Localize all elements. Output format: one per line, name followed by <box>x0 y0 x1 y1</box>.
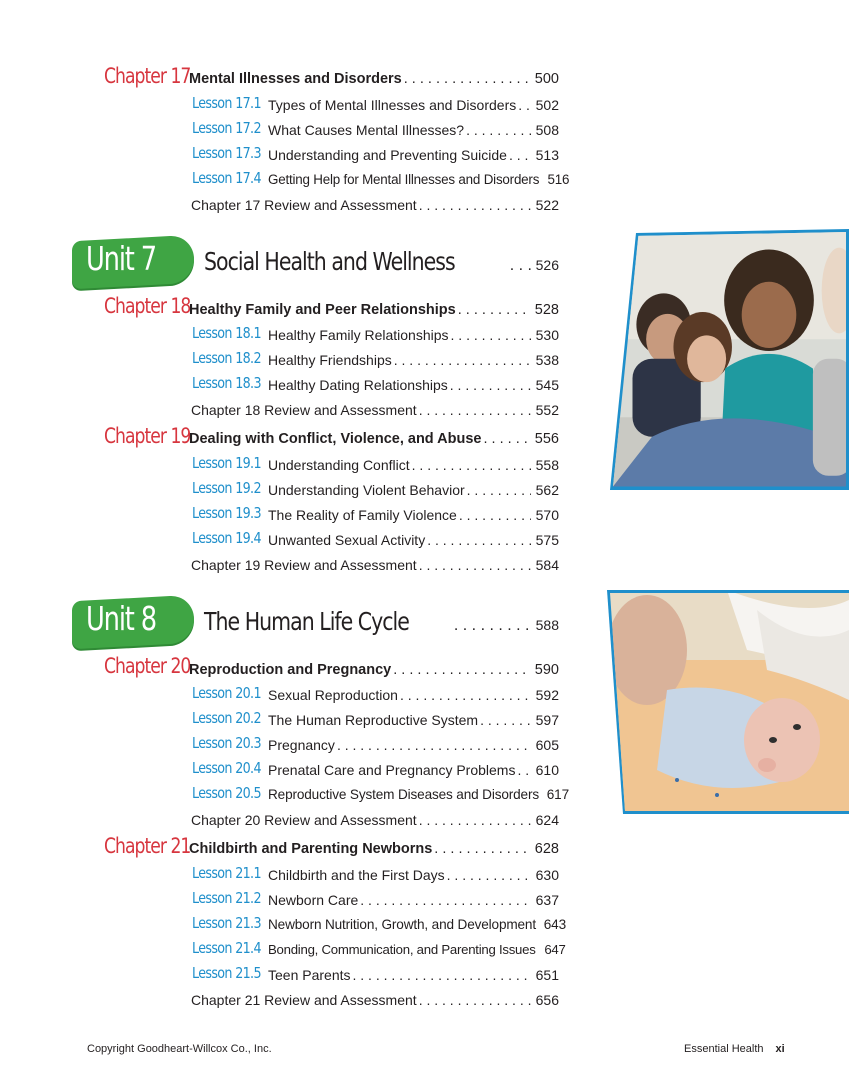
unit-7-label[interactable]: Unit 7 <box>86 239 156 278</box>
leader-dots <box>419 992 531 1008</box>
teens-photo <box>610 229 849 490</box>
page-number: 651 <box>535 967 559 983</box>
lesson-20-5-entry[interactable] <box>268 787 569 802</box>
lesson-21-5-label[interactable]: Lesson 21.5 <box>192 964 261 982</box>
page-number: 647 <box>544 942 566 957</box>
lesson-21-3-label[interactable]: Lesson 21.3 <box>192 914 261 932</box>
lesson-title: Sexual Reproduction <box>268 687 398 703</box>
leader-dots <box>483 431 531 447</box>
lesson-21-1-entry[interactable] <box>268 867 559 883</box>
review-label: Chapter 18 Review and Assessment <box>191 402 417 418</box>
unit-7-title: Social Health and Wellness <box>204 247 455 276</box>
page-number: 562 <box>535 482 559 498</box>
leader-dots <box>466 122 531 138</box>
page-number: 656 <box>535 992 559 1008</box>
page-number: 530 <box>535 327 559 343</box>
leader-dots <box>450 377 531 393</box>
lesson-title: Understanding Conflict <box>268 457 410 473</box>
chapter-21-title: Childbirth and Parenting Newborns <box>189 841 433 857</box>
lesson-title: Healthy Friendships <box>268 352 392 368</box>
leader-dots <box>434 841 531 857</box>
lesson-19-3-label[interactable]: Lesson 19.3 <box>192 504 261 522</box>
lesson-title: Understanding Violent Behavior <box>268 482 465 498</box>
lesson-17-1-label[interactable]: Lesson 17.1 <box>192 94 261 112</box>
lesson-21-1-label[interactable]: Lesson 21.1 <box>192 864 261 882</box>
chapter-20-review-entry[interactable] <box>191 812 559 828</box>
lesson-title: Teen Parents <box>268 967 351 983</box>
page-number: 570 <box>535 507 559 523</box>
page-number: 617 <box>546 787 569 802</box>
chapter-17-title: Mental Illnesses and Disorders <box>189 71 402 87</box>
chapter-18-entry[interactable] <box>189 302 559 318</box>
leader-dots <box>419 197 531 213</box>
lesson-title: Newborn Nutrition, Growth, and Development <box>268 917 536 932</box>
lesson-20-2-label[interactable]: Lesson 20.2 <box>192 709 261 727</box>
page-number: 502 <box>535 97 559 113</box>
lesson-title: Types of Mental Illnesses and Disorders <box>268 97 517 113</box>
lesson-17-4-label[interactable]: Lesson 17.4 <box>192 169 261 187</box>
chapter-21-entry[interactable] <box>189 841 559 857</box>
unit-8-entry[interactable] <box>204 607 559 636</box>
lesson-19-4-entry[interactable] <box>268 532 559 548</box>
page-footer <box>684 1043 785 1055</box>
page-number: 643 <box>543 917 566 932</box>
lesson-title: Childbirth and the First Days <box>268 867 445 883</box>
page-number: 526 <box>535 257 559 273</box>
page-number: 610 <box>535 762 559 778</box>
leader-dots <box>459 507 531 523</box>
chapter-19-review-entry[interactable] <box>191 557 559 573</box>
chapter-18-review-entry[interactable] <box>191 402 559 418</box>
lesson-19-2-label[interactable]: Lesson 19.2 <box>192 479 261 497</box>
leader-dots <box>467 482 531 498</box>
page-number: 552 <box>535 402 559 418</box>
unit-7-entry[interactable] <box>204 247 559 276</box>
leader-dots <box>480 712 531 728</box>
lesson-20-4-label[interactable]: Lesson 20.4 <box>192 759 261 777</box>
leader-dots <box>447 867 531 883</box>
lesson-title: Newborn Care <box>268 892 359 908</box>
lesson-20-4-entry[interactable] <box>268 762 559 778</box>
chapter-19-label[interactable]: Chapter 19 <box>104 424 191 448</box>
lesson-21-2-entry[interactable] <box>268 892 559 908</box>
lesson-17-4-entry[interactable] <box>268 172 570 187</box>
leader-dots <box>419 557 531 573</box>
lesson-20-3-entry[interactable] <box>268 737 559 753</box>
copyright-footer: Copyright Goodheart-Willcox Co., Inc. <box>87 1043 272 1055</box>
page-number: 538 <box>535 352 559 368</box>
chapter-17-label[interactable]: Chapter 17 <box>104 64 191 88</box>
unit-8-label[interactable]: Unit 8 <box>86 599 156 638</box>
review-label: Chapter 20 Review and Assessment <box>191 812 417 828</box>
lesson-18-2-label[interactable]: Lesson 18.2 <box>192 349 261 367</box>
page-number: 630 <box>535 867 559 883</box>
page-number: 590 <box>534 662 559 678</box>
leader-dots <box>451 327 531 343</box>
lesson-title: Unwanted Sexual Activity <box>268 532 426 548</box>
leader-dots <box>394 352 531 368</box>
lesson-title: Prenatal Care and Pregnancy Problems <box>268 762 516 778</box>
leader-dots <box>337 737 531 753</box>
page-number: 637 <box>535 892 559 908</box>
leader-dots <box>454 617 531 635</box>
page-number: 628 <box>534 841 559 857</box>
lesson-21-4-label[interactable]: Lesson 21.4 <box>192 939 261 957</box>
lesson-20-2-entry[interactable] <box>268 712 559 728</box>
lesson-20-5-label[interactable]: Lesson 20.5 <box>192 784 261 802</box>
lesson-19-3-entry[interactable] <box>268 507 559 523</box>
review-label: Chapter 21 Review and Assessment <box>191 992 417 1008</box>
lesson-title: What Causes Mental Illnesses? <box>268 122 465 138</box>
leader-dots <box>419 402 531 418</box>
leader-dots <box>400 687 531 703</box>
leader-dots <box>360 892 531 908</box>
lesson-21-4-entry[interactable] <box>268 942 566 957</box>
lesson-title: Getting Help for Mental Illnesses and Disorders <box>268 172 540 187</box>
lesson-17-1-entry[interactable] <box>268 97 559 113</box>
review-label: Chapter 17 Review and Assessment <box>191 197 417 213</box>
lesson-title: Understanding and Preventing Suicide <box>268 147 507 163</box>
page-number: 545 <box>535 377 559 393</box>
chapter-17-review-entry[interactable] <box>191 197 559 213</box>
lesson-17-2-label[interactable]: Lesson 17.2 <box>192 119 261 137</box>
lesson-21-2-label[interactable]: Lesson 21.2 <box>192 889 261 907</box>
lesson-18-3-entry[interactable] <box>268 377 559 393</box>
book-title: Essential Health <box>684 1043 764 1055</box>
page-number-roman: xi <box>775 1043 785 1055</box>
leader-dots <box>517 762 531 778</box>
leader-dots <box>427 532 531 548</box>
lesson-19-1-label[interactable]: Lesson 19.1 <box>192 454 261 472</box>
page-number: 528 <box>534 302 559 318</box>
page-number: 513 <box>535 147 559 163</box>
lesson-19-4-label[interactable]: Lesson 19.4 <box>192 529 261 547</box>
leader-dots <box>353 967 532 983</box>
chapter-18-label[interactable]: Chapter 18 <box>104 294 191 318</box>
page-number: 500 <box>534 71 559 87</box>
page-number: 522 <box>535 197 559 213</box>
leader-dots <box>393 662 531 678</box>
page-number: 575 <box>535 532 559 548</box>
lesson-21-5-entry[interactable] <box>268 967 559 983</box>
lesson-title: The Human Reproductive System <box>268 712 479 728</box>
chapter-17-entry[interactable] <box>189 71 559 87</box>
lesson-17-3-label[interactable]: Lesson 17.3 <box>192 144 261 162</box>
lesson-title: Reproductive System Diseases and Disorders <box>268 787 539 802</box>
lesson-20-1-entry[interactable] <box>268 687 559 703</box>
leader-dots <box>518 97 531 113</box>
page-number: 584 <box>535 557 559 573</box>
lesson-title: Healthy Dating Relationships <box>268 377 448 393</box>
teens-photo-image <box>610 229 849 490</box>
page-number: 624 <box>535 812 559 828</box>
lesson-19-1-entry[interactable] <box>268 457 559 473</box>
chapter-20-title: Reproduction and Pregnancy <box>189 662 392 678</box>
leader-dots <box>509 147 531 163</box>
lesson-title: Bonding, Communication, and Parenting Issues <box>268 942 536 957</box>
lesson-17-2-entry[interactable] <box>268 122 559 138</box>
page-number: 508 <box>535 122 559 138</box>
page-number: 592 <box>535 687 559 703</box>
unit-8-title: The Human Life Cycle <box>204 607 409 636</box>
leader-dots <box>412 457 531 473</box>
lesson-20-3-label[interactable]: Lesson 20.3 <box>192 734 261 752</box>
lesson-21-3-entry[interactable] <box>268 917 566 932</box>
chapter-20-entry[interactable] <box>189 662 559 678</box>
page-number: 597 <box>535 712 559 728</box>
lesson-18-2-entry[interactable] <box>268 352 559 368</box>
lesson-title: Pregnancy <box>268 737 335 753</box>
chapter-19-entry[interactable] <box>189 431 559 447</box>
chapter-20-label[interactable]: Chapter 20 <box>104 654 191 678</box>
page-number: 516 <box>547 172 570 187</box>
leader-dots <box>419 812 531 828</box>
lesson-18-1-label[interactable]: Lesson 18.1 <box>192 324 261 342</box>
lesson-19-2-entry[interactable] <box>268 482 559 498</box>
chapter-18-title: Healthy Family and Peer Relationships <box>189 302 456 318</box>
lesson-18-1-entry[interactable] <box>268 327 559 343</box>
lesson-20-1-label[interactable]: Lesson 20.1 <box>192 684 261 702</box>
newborn-photo <box>607 590 849 814</box>
page-number: 556 <box>534 431 559 447</box>
lesson-title: The Reality of Family Violence <box>268 507 457 523</box>
leader-dots <box>510 257 531 275</box>
page-number: 605 <box>535 737 559 753</box>
page-number: 558 <box>535 457 559 473</box>
chapter-21-label[interactable]: Chapter 21 <box>104 834 191 858</box>
review-label: Chapter 19 Review and Assessment <box>191 557 417 573</box>
lesson-title: Healthy Family Relationships <box>268 327 449 343</box>
chapter-21-review-entry[interactable] <box>191 992 559 1008</box>
page-number: 588 <box>535 617 559 633</box>
leader-dots <box>458 302 531 318</box>
leader-dots <box>404 71 531 87</box>
chapter-19-title: Dealing with Conflict, Violence, and Abuse <box>189 431 482 447</box>
newborn-photo-image <box>607 590 849 814</box>
lesson-18-3-label[interactable]: Lesson 18.3 <box>192 374 261 392</box>
lesson-17-3-entry[interactable] <box>268 147 559 163</box>
